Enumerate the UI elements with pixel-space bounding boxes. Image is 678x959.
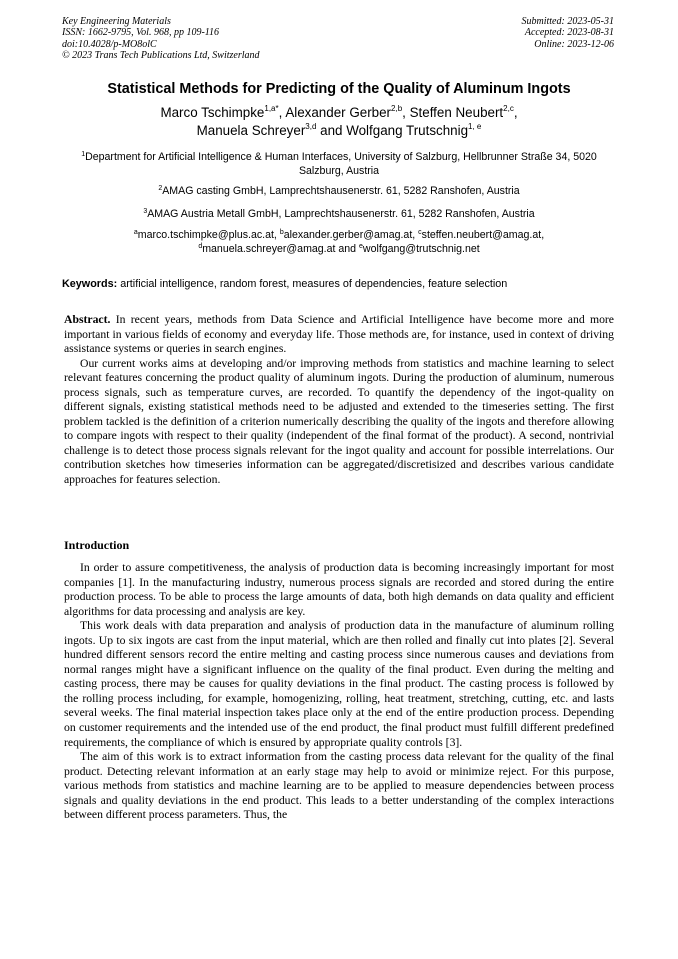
email-mark: c xyxy=(418,229,422,236)
author-name: Alexander Gerber xyxy=(285,105,392,120)
abstract-text: In recent years, methods from Data Science and Artificial Intelligence have become more and more important in various fields of economy and everyday life. Those methods are, for instance, used in context of driving assistance systems or queries in search engines. xyxy=(64,313,614,356)
email-link[interactable]: steffen.neubert@amag.at xyxy=(421,229,542,241)
body-paragraph: In order to assure competitiveness, the analysis of production data is becoming increasingly important for most companies [1]. In the manufacturing industry, numerous process signals are recorded and stored during the entire production process. To be able to process the large amounts of data, both high demands on data quality and efficient algorithms for data processing and analysis are key. xyxy=(64,561,614,618)
author-emails: $^a$marco.tschimpke@plus.ac.at, $^b$alexander.gerber@amag.at, $^c$steffen.neubert@amag.at, $^d$manuela.schreyer@amag.at and $^e$wolfgang@trutschnig.net xyxy=(133,229,545,255)
keywords-text: artificial intelligence, random forest, measures of dependencies, feature selection xyxy=(117,278,508,290)
abstract-label: Abstract. xyxy=(64,313,111,326)
email-link[interactable]: wolfgang@trutschnig.net xyxy=(362,243,480,255)
email-mark: d xyxy=(198,243,203,250)
author-separator: , xyxy=(402,105,410,120)
online-date: Online: 2023-12-06 xyxy=(534,38,614,50)
email-mark: a xyxy=(133,229,138,236)
author-affil-mark: 3,d xyxy=(305,122,317,131)
email-mark: e xyxy=(359,243,363,250)
author-name: Steffen Neubert xyxy=(409,105,504,120)
keywords xyxy=(62,278,616,290)
affiliation-mark: 2 xyxy=(158,185,163,192)
keywords-label: Keywords: xyxy=(62,278,118,290)
author-affil-mark: 2,c xyxy=(503,104,514,113)
author-affil-mark: 2,b xyxy=(391,104,403,113)
journal-copyright: © 2023 Trans Tech Publications Ltd, Switzerland xyxy=(62,49,260,61)
affiliation-2 xyxy=(62,184,616,198)
author-list xyxy=(40,104,638,140)
author-name: Manuela Schreyer xyxy=(196,123,306,138)
dates-header xyxy=(522,16,615,50)
affiliation-text: AMAG casting GmbH, Lamprechtshausenerstr. 61, 5282 Ranshofen, Austria xyxy=(162,185,520,197)
journal-doi[interactable]: doi:10.4028/p-MO8olC xyxy=(62,38,157,50)
affiliation-text: Department for Artificial Intelligence & Human Interfaces, University of Salzburg, Hellbrunner Straße 34, 5020 Salzburg, Austria xyxy=(85,151,597,177)
abstract-paragraph xyxy=(64,313,614,357)
email-link[interactable]: alexander.gerber@amag.at xyxy=(283,229,413,241)
author-and: and xyxy=(316,123,347,138)
introduction-body xyxy=(64,561,614,931)
author-separator: , xyxy=(278,105,286,120)
email-link[interactable]: manuela.schreyer@amag.at xyxy=(202,243,336,255)
author-affil-mark: 1, e xyxy=(468,122,482,131)
email-mark: b xyxy=(279,229,284,236)
section-heading-introduction: Introduction xyxy=(64,538,130,552)
abstract-paragraph: Our current works aims at developing and/or improving methods from statistics and machine learning to select relevant features concerning the product quality of aluminum ingots. During the production of aluminum, numerous process signals, such as temperature curves, are recorded. To quantify the dependency of the ingot-quality on different signals, existing statistical methods need to be adjusted and extended to the timeseries setting. The first problem tackled is the definition of a criterion numerically describing the quality of the ingots and therefore allowing to compare ingots with respect to their quality (independent of the final format of the product). A second, nontrivial challenge is to detect those process signals relevant for the ingot quality and account for possible interrelations. Our contribution sketches how timeseries information can be aggregated/discretisized and describes various candidate approaches for features selection. xyxy=(64,356,614,487)
paper-title: Statistical Methods for Predicting of the Quality of Aluminum Ingots xyxy=(107,81,571,97)
accepted-date: Accepted: 2023-08-31 xyxy=(524,27,614,39)
affiliation-1 xyxy=(62,150,616,178)
email-and: and xyxy=(335,243,360,255)
journal-header xyxy=(62,16,260,61)
email-link[interactable]: marco.tschimpke@plus.ac.at xyxy=(137,229,274,241)
affiliation-3 xyxy=(62,207,616,221)
affiliation-mark: 3 xyxy=(143,208,148,215)
journal-issn: ISSN: 1662-9795, Vol. 968, pp 109-116 xyxy=(62,27,220,39)
submitted-date: Submitted: 2023-05-31 xyxy=(521,16,614,27)
author-name: Marco Tschimpke xyxy=(160,105,265,120)
author-separator: , xyxy=(513,105,518,120)
author-affil-mark: 1,a* xyxy=(264,104,279,113)
body-paragraph: The aim of this work is to extract information from the casting process data relevant for the quality of the final product. Detecting relevant information at an early stage may help to avoid or minimize reject. For this purpose, various methods from statistics and machine learning are to be applied to measure dependencies between process signals and quality deviations in the end product. This leads to a better understanding of the complex interactions between different process parameters. Thus, the xyxy=(64,750,614,822)
body-paragraph: This work deals with data preparation and analysis of production data in the manufacture of aluminum rolling ingots. Up to six ingots are cast from the input material, which are then rolled and finally cut into plates [2]. Several hundred different sensors record the entire melting and casting process since numerous causes and deviations from normal ranges might have a significant influence on the quality of the final product. Even during the melting and casting process, there may be causes for quality deviations in the final product. The casting process is followed by the rolling process including, for example, homogenizing, rolling, heat treatment, stretching, cutting, etc. and lasts several weeks. The final material inspection takes place only at the end of the entire production process. Depending on customer requirements and the intended use of the end product, the final product must fulfill different predefined requirements, the compliance of which is ensured by appropriate quality controls [3]. xyxy=(64,619,614,749)
abstract xyxy=(64,313,614,488)
author-name: Wolfgang Trutschnig xyxy=(346,123,469,138)
affiliation-text: AMAG Austria Metall GmbH, Lamprechtshausenerstr. 61, 5282 Ranshofen, Austria xyxy=(147,208,535,220)
journal-name: Key Engineering Materials xyxy=(62,16,171,27)
affiliation-mark: 1 xyxy=(81,151,86,158)
